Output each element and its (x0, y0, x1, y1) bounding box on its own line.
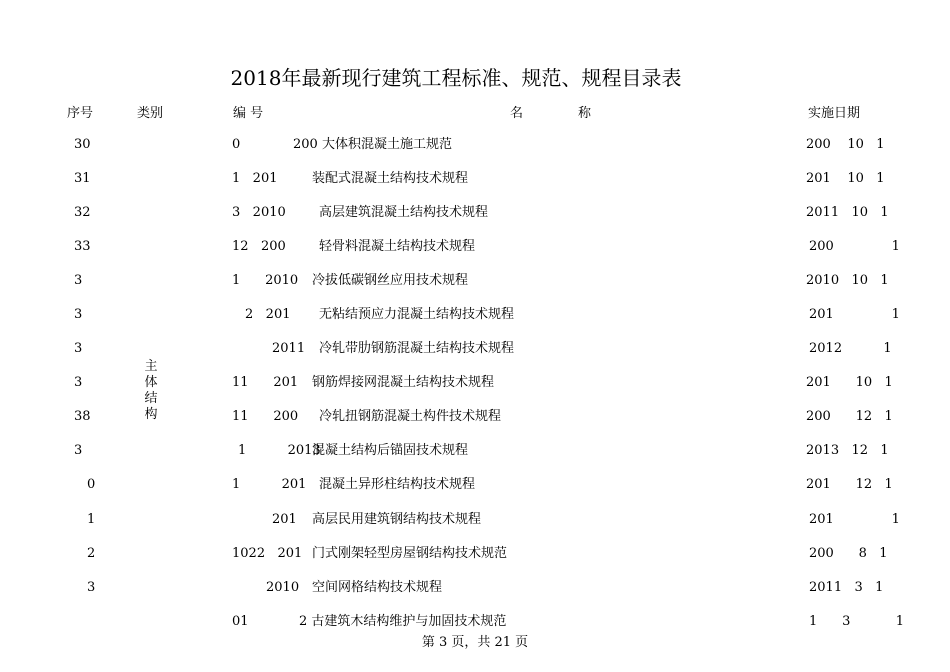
row-seq: 2 (87, 546, 96, 561)
row-date: 201 1 (809, 307, 900, 322)
row-name: 冷拔低碳钢丝应用技术规程 (312, 273, 469, 288)
row-code: 1 2013 (238, 443, 321, 458)
page-title: 2018年最新现行建筑工程标准、规范、规程目录表 (230, 66, 682, 90)
header-seq: 序号 (67, 106, 94, 121)
header-category: 类别 (137, 106, 164, 121)
row-date: 201 12 1 (806, 477, 893, 492)
row-seq: 3 (74, 443, 83, 458)
row-seq: 3 (74, 307, 83, 322)
row-name: 冷轧扭钢筋混凝土构件技术规程 (319, 409, 502, 424)
row-date: 2011 3 1 (809, 580, 884, 595)
row-name: 2 古建筑木结构维护与加固技术规范 (299, 614, 507, 629)
row-seq: 3 (74, 375, 83, 390)
row-code: 2 201 (245, 307, 291, 322)
row-code: 1 201 (232, 477, 307, 492)
row-date: 200 1 (809, 239, 900, 254)
row-seq: 32 (74, 205, 91, 220)
row-name: 高层建筑混凝土结构技术规程 (319, 205, 489, 220)
row-date: 200 12 1 (806, 409, 893, 424)
header-name-1: 名 (510, 106, 524, 121)
row-name: 混凝土异形柱结构技术规程 (319, 477, 476, 492)
category-label: 主体结构 (144, 359, 158, 422)
row-seq: 1 (87, 512, 96, 527)
header-date: 实施日期 (808, 106, 861, 121)
row-name: 钢筋焊接网混凝土结构技术规程 (312, 375, 495, 390)
row-name: 无粘结预应力混凝土结构技术规程 (319, 307, 515, 322)
row-name: 装配式混凝土结构技术规程 (312, 171, 469, 186)
row-code: 201 (272, 512, 297, 527)
row-seq: 33 (74, 239, 91, 254)
row-seq: 3 (74, 273, 83, 288)
row-date: 2011 10 1 (806, 205, 889, 220)
row-name: 冷轧带肋钢筋混凝土结构技术规程 (319, 341, 515, 356)
page-footer: 第 3 页，共 21 页 (421, 635, 529, 650)
row-code: 0 (232, 137, 241, 152)
row-code: 2011 (272, 341, 306, 356)
row-seq: 0 (87, 477, 96, 492)
row-date: 2010 10 1 (806, 273, 889, 288)
row-code: 1 2010 (232, 273, 299, 288)
row-date: 1 3 1 (809, 614, 905, 629)
row-name: 高层民用建筑钢结构技术规程 (312, 512, 482, 527)
row-name: 混凝土结构后锚固技术规程 (312, 443, 469, 458)
row-name: 轻骨料混凝土结构技术规程 (319, 239, 476, 254)
row-date: 201 10 1 (806, 375, 893, 390)
row-code: 01 (232, 614, 249, 629)
row-code: 11 201 (232, 375, 299, 390)
row-date: 201 10 1 (806, 171, 885, 186)
row-seq: 3 (87, 580, 96, 595)
row-date: 2013 12 1 (806, 443, 889, 458)
row-date: 200 8 1 (809, 546, 888, 561)
row-name: 门式刚架轻型房屋钢结构技术规范 (312, 546, 508, 561)
row-name: 空间网格结构技术规程 (312, 580, 443, 595)
row-code: 3 2010 (232, 205, 286, 220)
header-code: 编 号 (233, 106, 264, 121)
header-name-2: 称 (578, 106, 592, 121)
row-seq: 31 (74, 171, 91, 186)
row-code: 11 200 (232, 409, 299, 424)
row-seq: 38 (74, 409, 91, 424)
row-name: 200 大体积混凝土施工规范 (293, 137, 452, 152)
row-code: 1022 201 (232, 546, 303, 561)
row-seq: 30 (74, 137, 91, 152)
row-seq: 3 (74, 341, 83, 356)
row-code: 2010 (266, 580, 300, 595)
row-code: 12 200 (232, 239, 286, 254)
row-date: 201 1 (809, 512, 900, 527)
row-date: 200 10 1 (806, 137, 885, 152)
row-code: 1 201 (232, 171, 278, 186)
row-date: 2012 1 (809, 341, 892, 356)
